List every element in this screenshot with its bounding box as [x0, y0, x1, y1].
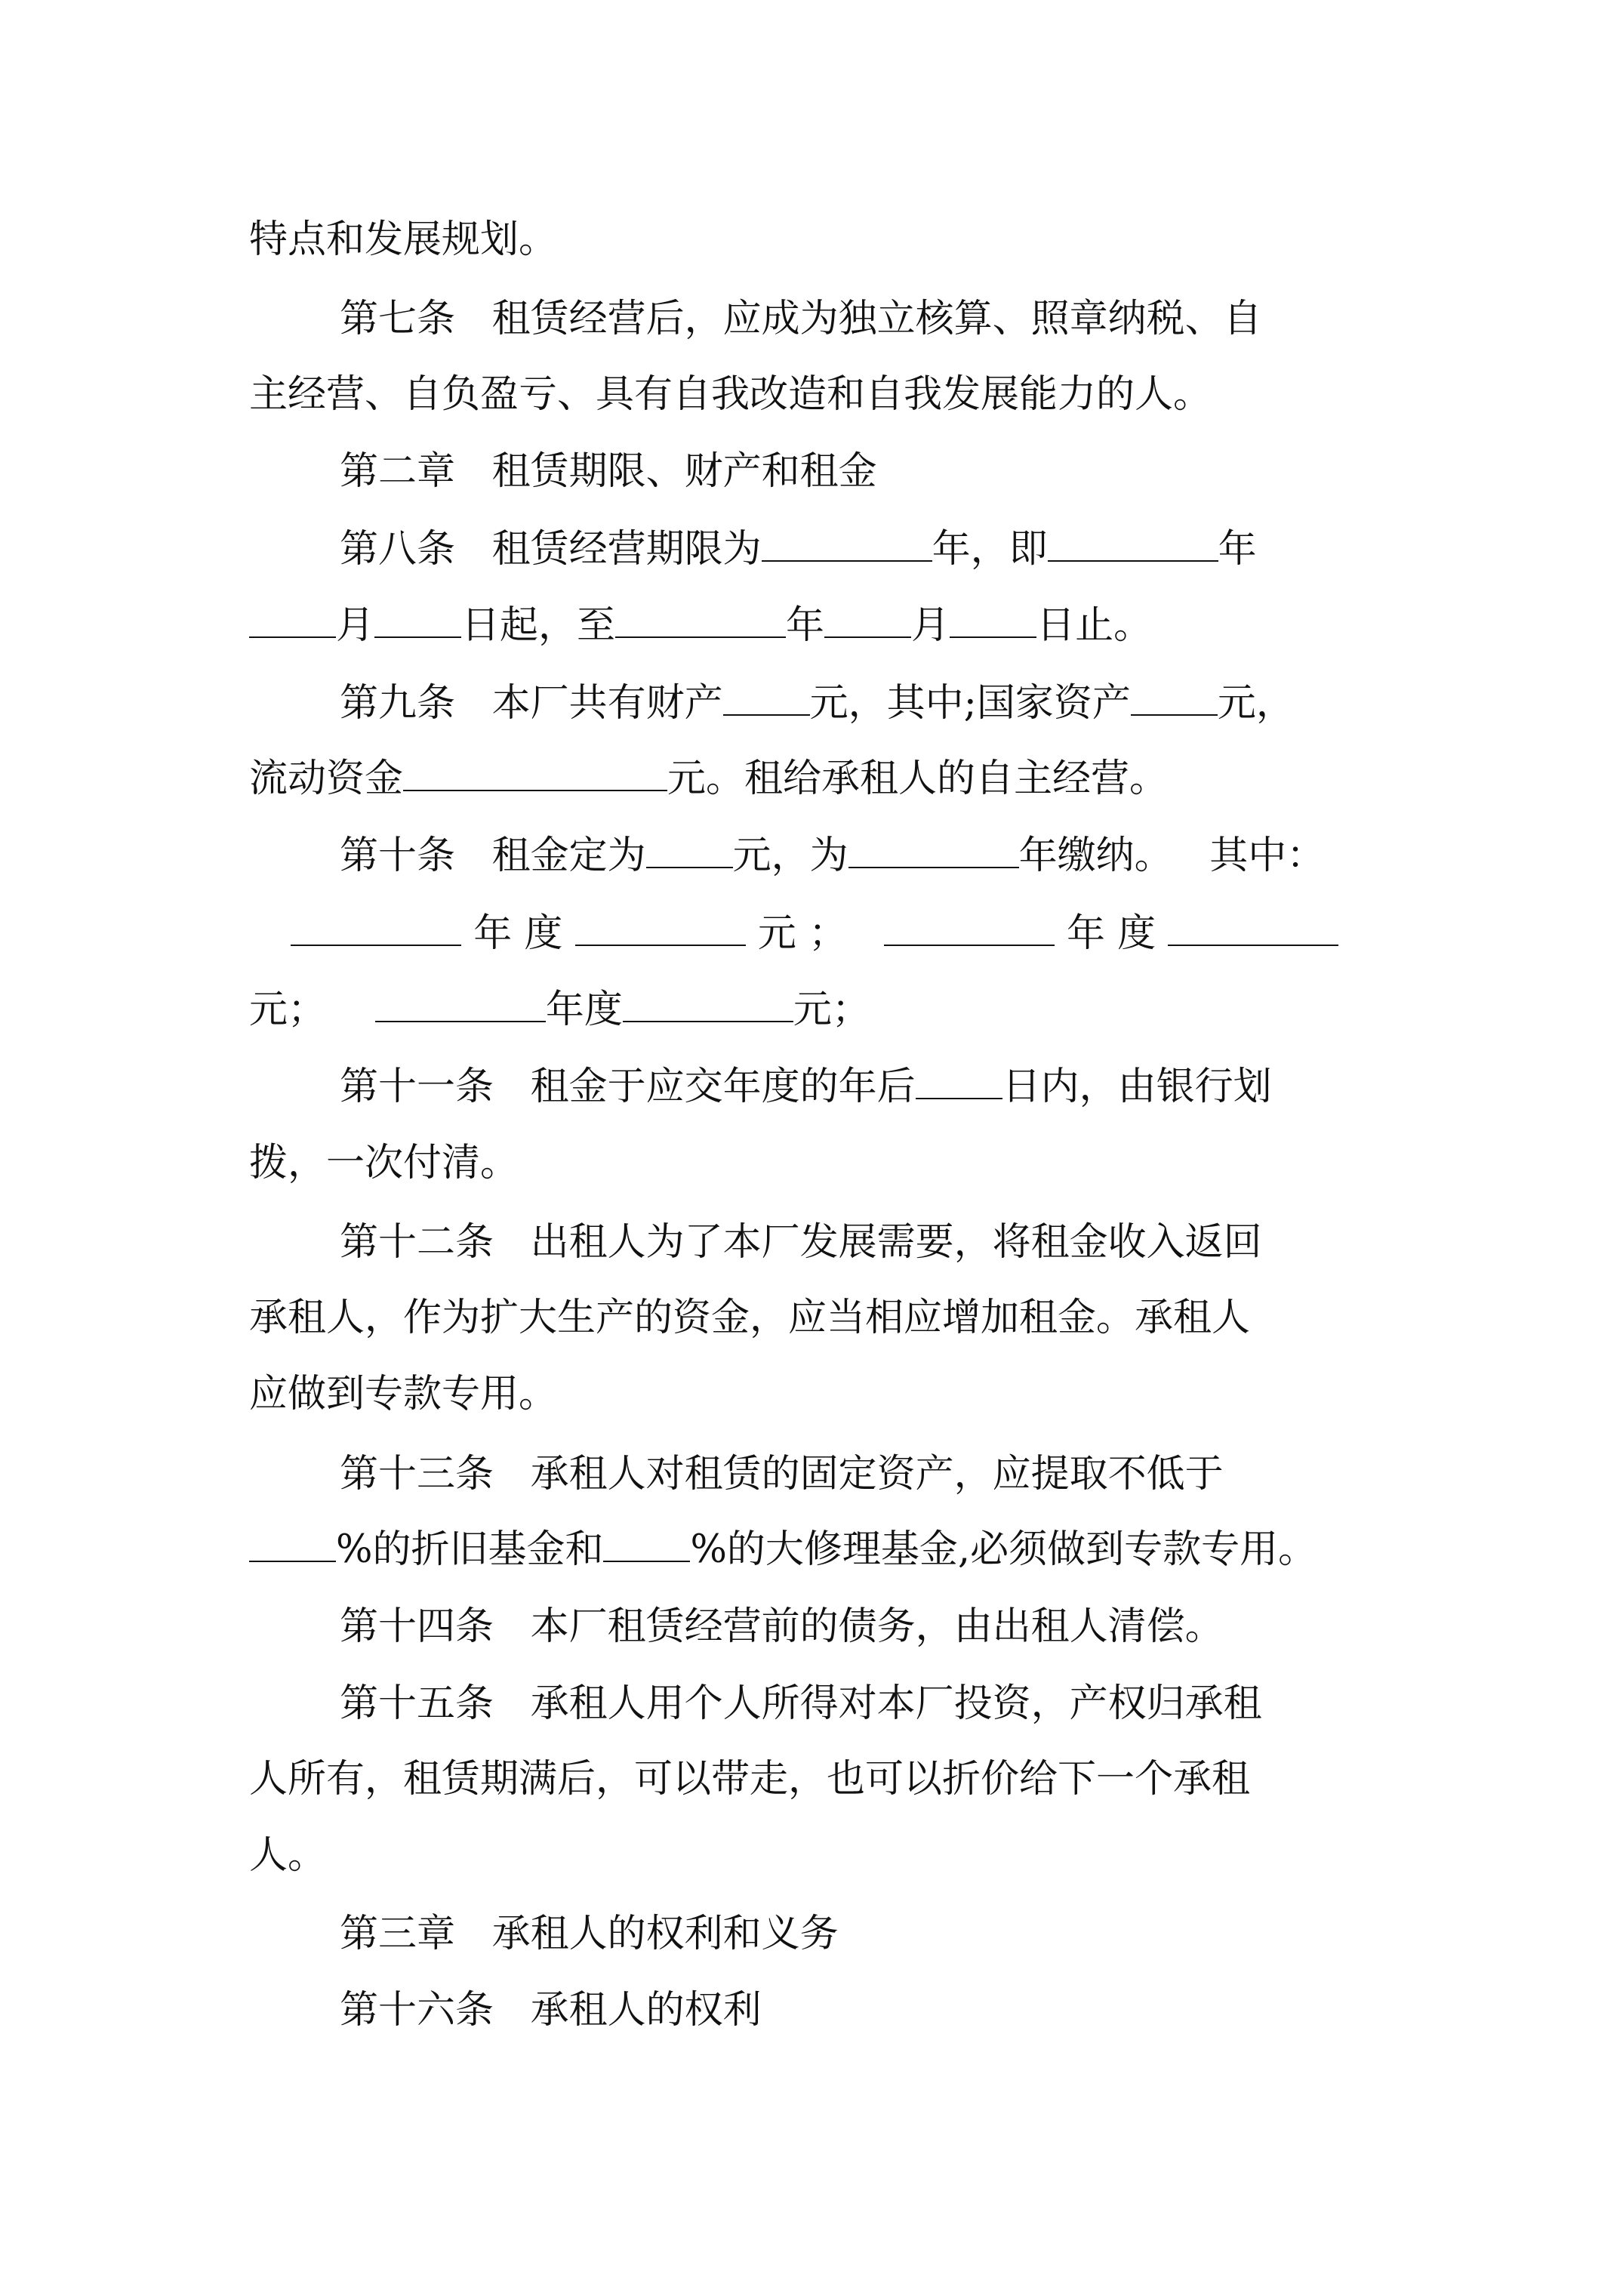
article-10-line [340, 830, 1325, 883]
text: 承租人，作为扩大生产的资金，应当相应增加租金。承租人 [249, 1296, 1251, 1340]
chapter-2-heading [340, 445, 877, 498]
text: 第九条 本厂共有财产 [340, 681, 723, 726]
text: 月 [336, 603, 375, 648]
text: 年 度 [1066, 911, 1156, 956]
text: 月 [911, 603, 950, 648]
text: 元，其中;国家资产 [809, 681, 1131, 726]
blank-field[interactable] [291, 908, 461, 946]
blank-field[interactable] [950, 600, 1036, 638]
text: 年 [1218, 527, 1257, 572]
text: 日内，由银行划 [1002, 1065, 1272, 1109]
text: 第八条 租赁经营期限为 [340, 527, 762, 572]
article-13-line [340, 1448, 1224, 1501]
text: 第十条 租金定为 [340, 834, 646, 878]
blank-field[interactable] [249, 1524, 336, 1562]
text: 应做到专款专用。 [249, 1372, 558, 1416]
text: 流动资金 [249, 757, 404, 801]
text: 第十二条 出租人为了本厂发展需要，将租金收入返回 [340, 1220, 1262, 1265]
text: 第十三条 承租人对租赁的固定资产，应提取不低于 [340, 1452, 1224, 1496]
paragraph-line [249, 1292, 1250, 1345]
paragraph-line [291, 908, 1338, 960]
blank-field[interactable] [916, 1062, 1002, 1099]
text: 拨，一次付清。 [249, 1141, 519, 1185]
paragraph-line [249, 1753, 1250, 1806]
blank-field[interactable] [824, 600, 911, 638]
article-8-line [340, 523, 1257, 576]
text: 元，为 [732, 834, 848, 878]
chapter-3-heading [340, 1908, 839, 1961]
text: 第十五条 承租人用个人所得对本厂投资，产权归承租 [340, 1681, 1262, 1726]
paragraph-line [249, 1368, 557, 1421]
text: 第十六条 承租人的权利 [340, 1988, 762, 2032]
paragraph-line [249, 1829, 326, 1882]
text: 日止。 [1036, 603, 1153, 648]
blank-field[interactable] [603, 1524, 690, 1562]
text: 元； [249, 988, 327, 1032]
blank-field[interactable] [848, 831, 1019, 868]
paragraph-line [249, 368, 1212, 421]
blank-field[interactable] [762, 524, 932, 562]
paragraph-line [249, 1137, 519, 1190]
blank-field[interactable] [723, 678, 810, 716]
article-11-line [340, 1061, 1272, 1114]
paragraph-line [249, 1524, 1317, 1576]
paragraph-line [249, 984, 870, 1037]
text: 年度 [545, 988, 623, 1032]
text: 元， [1217, 681, 1295, 726]
text: 人所有，租赁期满后，可以带走，也可以折价给下一个承租 [249, 1757, 1251, 1801]
text: %的大修理基金,必须做到专款专用。 [690, 1527, 1317, 1572]
text: 人。 [249, 1833, 327, 1878]
article-14-line [340, 1601, 1224, 1653]
article-15-line [340, 1678, 1262, 1730]
blank-field[interactable] [615, 600, 786, 638]
text: 元。租给承租人的自主经营。 [667, 757, 1169, 801]
text: 第三章 承租人的权利和义务 [340, 1912, 839, 1956]
blank-field[interactable] [1168, 908, 1338, 946]
blank-field[interactable] [403, 754, 667, 791]
blank-field[interactable] [575, 908, 746, 946]
paragraph-line [249, 214, 557, 267]
text: 日起，至 [461, 603, 616, 648]
text: 年 度 [473, 911, 563, 956]
blank-field[interactable] [884, 908, 1055, 946]
text: 年，即 [932, 527, 1048, 572]
text: 元 ； [757, 911, 848, 956]
text: 特点和发展规划。 [249, 217, 558, 262]
text: 第十一条 租金于应交年度的年后 [340, 1065, 916, 1109]
article-9-line [340, 677, 1295, 730]
blank-field[interactable] [249, 600, 336, 638]
text: 主经营、自负盈亏、具有自我改造和自我发展能力的人。 [249, 372, 1212, 417]
text: 第十四条 本厂租赁经营前的债务，由出租人清偿。 [340, 1604, 1224, 1649]
text: 年 [786, 603, 825, 648]
article-16-heading [340, 1984, 762, 2037]
paragraph-line [249, 753, 1168, 806]
blank-field[interactable] [646, 831, 733, 868]
blank-field[interactable] [1048, 524, 1218, 562]
text: %的折旧基金和 [336, 1527, 604, 1572]
blank-field[interactable] [1131, 678, 1218, 716]
article-12-line [340, 1216, 1262, 1269]
article-7-heading [340, 293, 1262, 346]
text: 第七条 租赁经营后，应成为独立核算、照章纳税、自 [340, 297, 1262, 341]
blank-field[interactable] [374, 600, 461, 638]
blank-field[interactable] [623, 985, 793, 1022]
paragraph-line [249, 599, 1152, 652]
text: 元； [793, 988, 870, 1032]
text: 第二章 租赁期限、财产和租金 [340, 449, 877, 494]
text: 年缴纳。 其中： [1018, 834, 1326, 878]
blank-field[interactable] [375, 985, 546, 1022]
